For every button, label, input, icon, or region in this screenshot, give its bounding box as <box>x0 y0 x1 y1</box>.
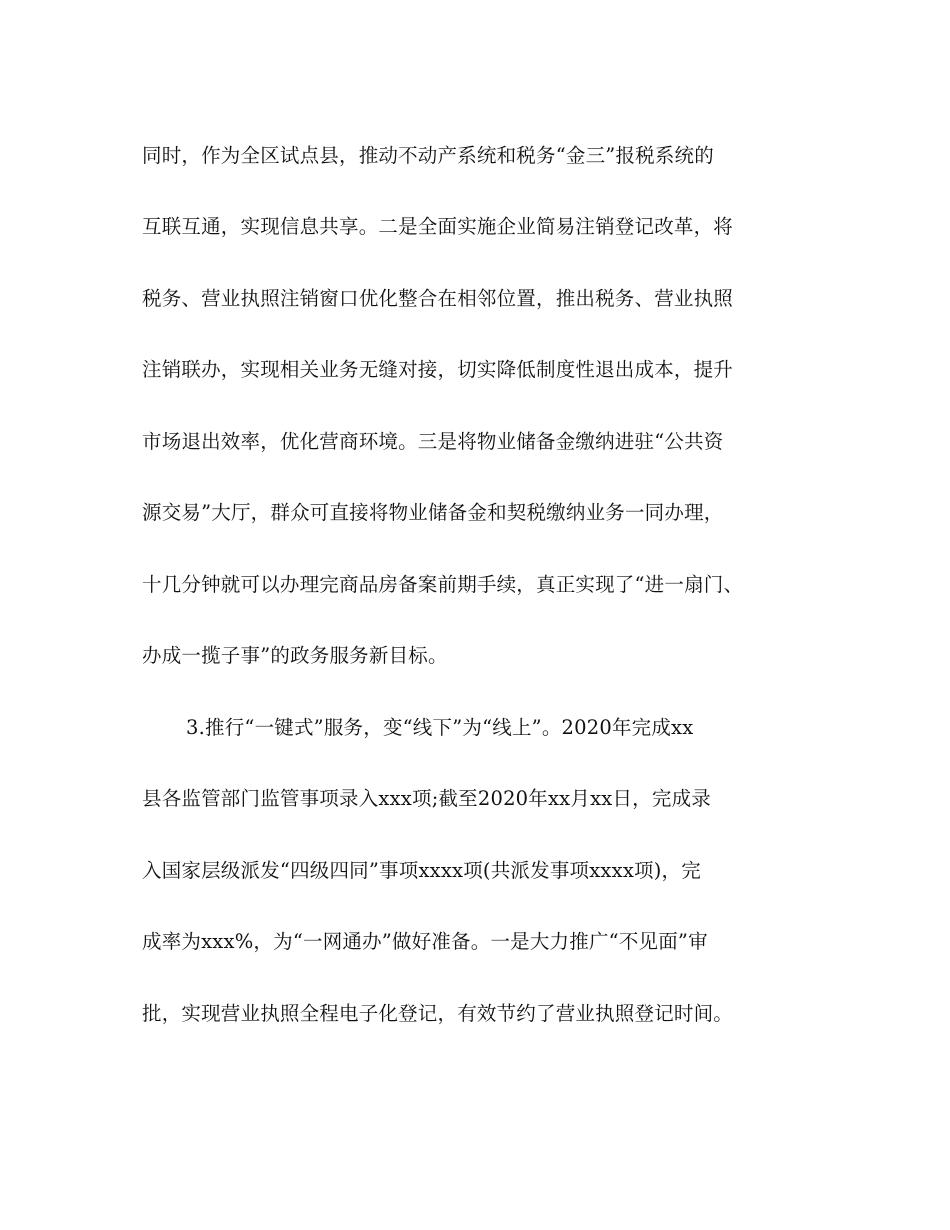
paragraph-line: 入国家层级派发“四级四同”事项xxxx项(共派发事项xxxx项)，完 <box>142 859 701 882</box>
section-heading-line: 3.推行“一键式”服务，变“线下”为“线上”。2020年完成xx <box>186 716 694 739</box>
paragraph-line: 成率为xxx%，为“一网通办”做好准备。一是大力推广“不见面”审 <box>142 930 708 953</box>
paragraph-line: 办成一揽子事”的政务服务新目标。 <box>142 644 448 667</box>
paragraph-line: 源交易”大厅，群众可直接将物业储备金和契税缴纳业务一同办理， <box>142 501 724 524</box>
paragraph-line: 互联互通，实现信息共享。二是全面实施企业简易注销登记改革，将 <box>142 215 734 238</box>
paragraph-line: 市场退出效率，优化营商环境。三是将物业储备金缴纳进驻“公共资 <box>142 430 724 453</box>
paragraph-line: 十几分钟就可以办理完商品房备案前期手续，真正实现了“进一扇门、 <box>142 573 744 596</box>
paragraph-line: 注销联办，实现相关业务无缝对接，切实降低制度性退出成本，提升 <box>142 358 734 381</box>
paragraph-line: 同时，作为全区试点县，推动不动产系统和税务“金三”报税系统的 <box>142 144 714 167</box>
paragraph-line: 税务、营业执照注销窗口优化整合在相邻位置，推出税务、营业执照 <box>142 287 734 310</box>
paragraph-line: 县各监管部门监管事项录入xxx项;截至2020年xx月xx日，完成录 <box>142 787 711 810</box>
paragraph-line: 批，实现营业执照全程电子化登记，有效节约了营业执照登记时间。 <box>142 1002 734 1025</box>
